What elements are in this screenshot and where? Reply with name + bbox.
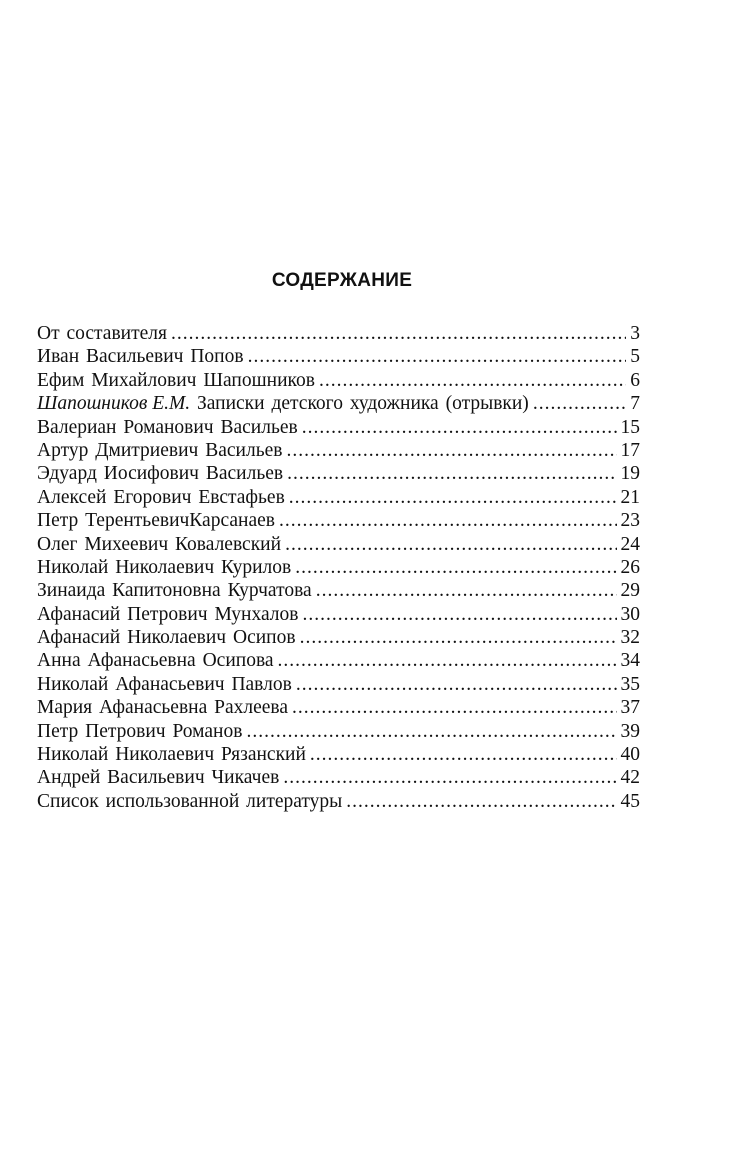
list-item xyxy=(37,369,640,392)
list-item xyxy=(37,486,640,509)
entry-page-number: 5 xyxy=(630,346,640,368)
list-item xyxy=(37,416,640,439)
entry-page-number: 7 xyxy=(630,393,640,415)
list-item xyxy=(37,626,640,649)
dot-leader xyxy=(302,416,617,439)
dot-leader xyxy=(171,322,626,345)
entry-page-number: 34 xyxy=(620,650,640,672)
entry-page-number: 26 xyxy=(620,556,640,578)
entry-page-number: 17 xyxy=(620,439,640,461)
dot-leader xyxy=(303,603,617,626)
dot-leader xyxy=(248,345,627,368)
list-item xyxy=(37,743,640,766)
dot-leader xyxy=(300,626,617,649)
list-item xyxy=(37,439,640,462)
entry-page-number: 3 xyxy=(630,323,640,344)
dot-leader xyxy=(316,579,617,602)
entry-title: Список использованной литературы xyxy=(37,790,343,812)
entry-title: Иван Васильевич Попов xyxy=(37,346,244,368)
list-item xyxy=(37,673,640,696)
list-item xyxy=(37,720,640,743)
entry-page-number: 37 xyxy=(620,697,640,719)
entry-page-number: 15 xyxy=(620,416,640,438)
list-item xyxy=(37,790,640,813)
entry-title: Артур Дмитриевич Васильев xyxy=(37,439,283,461)
dot-leader xyxy=(286,439,616,462)
entry-page-number: 30 xyxy=(620,603,640,625)
list-item xyxy=(37,509,640,532)
list-item xyxy=(37,345,640,368)
entry-author: Шапошников Е.М. xyxy=(37,393,191,415)
list-item xyxy=(37,392,640,415)
dot-leader xyxy=(295,556,616,579)
entry-title-with-author xyxy=(37,392,529,415)
page-title: СОДЕРЖАНИЕ xyxy=(271,270,413,291)
list-item xyxy=(37,696,640,719)
entry-page-number: 45 xyxy=(620,790,640,812)
entry-page-number: 40 xyxy=(620,744,640,766)
dot-leader xyxy=(287,462,616,485)
entry-title: Эдуард Иосифович Васильев xyxy=(37,463,284,485)
entry-title: Петр ТерентьевичКарсанаев xyxy=(37,510,275,532)
entry-title: Анна Афанасьевна Осипова xyxy=(37,650,274,672)
list-item xyxy=(37,556,640,579)
dot-leader xyxy=(292,696,616,719)
dot-leader xyxy=(278,649,617,672)
list-item xyxy=(37,322,640,345)
entry-title: Ефим Михайлович Шапошников xyxy=(37,369,315,391)
entry-title: Валериан Романович Васильев xyxy=(37,416,298,438)
entry-page-number: 29 xyxy=(620,580,640,602)
entry-title: Мария Афанасьевна Рахлеева xyxy=(37,697,289,719)
entry-page-number: 19 xyxy=(620,463,640,485)
dot-leader xyxy=(346,790,616,813)
list-item xyxy=(37,766,640,789)
list-item xyxy=(37,603,640,626)
entry-title-text: Записки детского художника (отрывки) xyxy=(190,393,529,415)
entry-title: От составителя xyxy=(37,323,167,344)
entry-page-number: 35 xyxy=(620,673,640,695)
entry-title: Афанасий Петрович Мунхалов xyxy=(37,603,299,625)
list-item xyxy=(37,462,640,485)
entry-title: Андрей Васильевич Чикачев xyxy=(37,767,280,789)
entry-title: Николай Николаевич Рязанский xyxy=(37,744,306,766)
entry-title: Олег Михеевич Ковалевский xyxy=(37,533,282,555)
table-of-contents xyxy=(37,322,640,813)
entry-title: Афанасий Николаевич Осипов xyxy=(37,627,296,649)
dot-leader xyxy=(310,743,617,766)
entry-title: Николай Николаевич Курилов xyxy=(37,556,292,578)
dot-leader xyxy=(279,509,617,532)
list-item xyxy=(37,533,640,556)
entry-title: Петр Петрович Романов xyxy=(37,720,243,742)
entry-page-number: 39 xyxy=(620,720,640,742)
entry-page-number: 32 xyxy=(620,627,640,649)
dot-leader xyxy=(285,533,616,556)
dot-leader xyxy=(296,673,617,696)
dot-leader xyxy=(319,369,626,392)
entry-title: Николай Афанасьевич Павлов xyxy=(37,673,292,695)
entry-page-number: 42 xyxy=(620,767,640,789)
list-item xyxy=(37,579,640,602)
entry-title: Алексей Егорович Евстафьев xyxy=(37,486,285,508)
dot-leader xyxy=(289,486,617,509)
entry-page-number: 23 xyxy=(620,510,640,532)
dot-leader xyxy=(283,766,616,789)
entry-title: Зинаида Капитоновна Курчатова xyxy=(37,580,312,602)
dot-leader xyxy=(533,392,626,415)
list-item xyxy=(37,649,640,672)
entry-page-number: 6 xyxy=(630,369,640,391)
dot-leader xyxy=(246,720,616,743)
entry-page-number: 24 xyxy=(620,533,640,555)
entry-page-number: 21 xyxy=(620,486,640,508)
